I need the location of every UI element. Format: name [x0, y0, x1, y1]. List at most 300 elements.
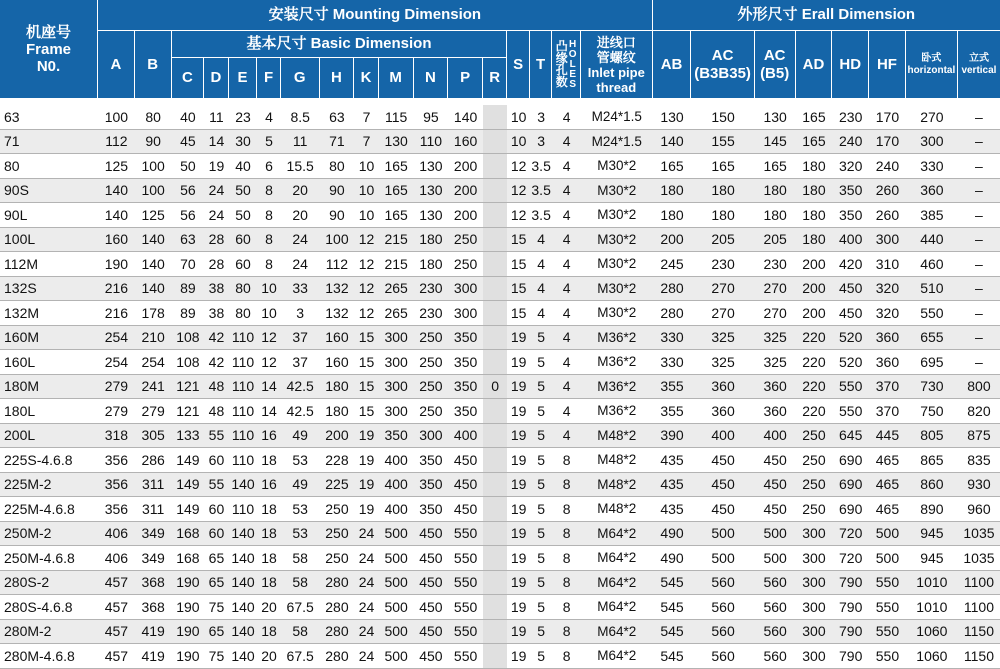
cell-hd: 790	[832, 644, 869, 669]
cell-ac1: 270	[691, 301, 754, 326]
cell-m: 265	[379, 301, 414, 326]
cell-p: 550	[448, 620, 483, 645]
cell-hf: 370	[869, 375, 906, 400]
col-r-header: R	[483, 58, 508, 99]
cell-d: 60	[204, 522, 229, 547]
cell-g: 24	[281, 252, 320, 277]
cell-hd: 790	[832, 571, 869, 596]
cell-h: 280	[320, 571, 355, 596]
cell-m: 265	[379, 277, 414, 302]
cell-a: 457	[98, 620, 135, 645]
table-row	[0, 595, 1000, 620]
cell-hf: 465	[869, 497, 906, 522]
cell-k: 19	[354, 473, 379, 498]
cell-m: 500	[379, 620, 414, 645]
cell-s: 10	[507, 105, 529, 130]
cell-ab: 545	[653, 644, 692, 669]
cell-holes: 8	[552, 571, 581, 596]
cell-hd: 350	[832, 179, 869, 204]
cell-ab: 140	[653, 130, 692, 155]
cell-holes: 8	[552, 522, 581, 547]
cell-frame: 100L	[0, 228, 98, 253]
cell-r	[483, 546, 508, 571]
cell-hf: 260	[869, 179, 906, 204]
cell-h: 112	[320, 252, 355, 277]
cell-s: 19	[507, 571, 529, 596]
cell-f: 20	[257, 644, 280, 669]
flange-holes-header: 凸 缘 孔 数 H O L E S	[552, 31, 581, 99]
cell-s: 10	[507, 130, 529, 155]
cell-t: 5	[530, 620, 552, 645]
cell-m: 165	[379, 179, 414, 204]
cell-ad: 220	[796, 375, 833, 400]
cell-thread: M36*2	[581, 375, 653, 400]
cell-p: 200	[448, 154, 483, 179]
cell-a: 112	[98, 130, 135, 155]
cell-g: 42.5	[281, 375, 320, 400]
cell-ac1: 450	[691, 497, 754, 522]
cell-f: 10	[257, 301, 280, 326]
cell-s: 19	[507, 546, 529, 571]
cell-k: 15	[354, 326, 379, 351]
cell-r	[483, 424, 508, 449]
col-hd-header: HD	[832, 31, 869, 99]
cell-n: 180	[414, 252, 449, 277]
cell-a: 356	[98, 497, 135, 522]
cell-thread: M48*2	[581, 473, 653, 498]
table-row	[0, 154, 1000, 179]
cell-ac1: 180	[691, 179, 754, 204]
cell-f: 18	[257, 620, 280, 645]
cell-vertical: 820	[958, 399, 1000, 424]
cell-h: 90	[320, 203, 355, 228]
cell-k: 15	[354, 399, 379, 424]
cell-holes: 4	[552, 350, 581, 375]
cell-ad: 250	[796, 497, 833, 522]
cell-ac2: 560	[755, 595, 796, 620]
cell-vertical: 960	[958, 497, 1000, 522]
cell-ad: 180	[796, 203, 833, 228]
cell-ab: 180	[653, 179, 692, 204]
cell-thread: M36*2	[581, 350, 653, 375]
table-row	[0, 424, 1000, 449]
cell-f: 12	[257, 326, 280, 351]
cell-ac1: 165	[691, 154, 754, 179]
cell-ac2: 360	[755, 399, 796, 424]
cell-g: 37	[281, 350, 320, 375]
cell-e: 23	[229, 105, 258, 130]
cell-holes: 4	[552, 399, 581, 424]
cell-r	[483, 399, 508, 424]
cell-horizontal: 805	[906, 424, 958, 449]
cell-f: 14	[257, 375, 280, 400]
cell-g: 67.5	[281, 644, 320, 669]
cell-h: 180	[320, 375, 355, 400]
cell-c: 149	[172, 448, 205, 473]
cell-c: 168	[172, 522, 205, 547]
cell-m: 165	[379, 203, 414, 228]
cell-h: 250	[320, 546, 355, 571]
cell-ab: 435	[653, 497, 692, 522]
cell-ac1: 400	[691, 424, 754, 449]
cell-g: 11	[281, 130, 320, 155]
cell-ac1: 230	[691, 252, 754, 277]
cell-e: 40	[229, 154, 258, 179]
cell-frame: 112M	[0, 252, 98, 277]
cell-n: 230	[414, 277, 449, 302]
cell-d: 55	[204, 424, 229, 449]
cell-c: 133	[172, 424, 205, 449]
cell-hf: 260	[869, 203, 906, 228]
cell-g: 53	[281, 448, 320, 473]
cell-ad: 300	[796, 595, 833, 620]
cell-r	[483, 644, 508, 669]
cell-f: 18	[257, 497, 280, 522]
cell-ac2: 500	[755, 546, 796, 571]
cell-m: 500	[379, 522, 414, 547]
cell-s: 15	[507, 301, 529, 326]
cell-c: 149	[172, 473, 205, 498]
cell-e: 140	[229, 644, 258, 669]
col-vertical-header: 立式 vertical	[958, 31, 1000, 99]
cell-ab: 355	[653, 399, 692, 424]
cell-b: 140	[135, 277, 172, 302]
cell-m: 300	[379, 399, 414, 424]
cell-e: 50	[229, 179, 258, 204]
cell-f: 18	[257, 546, 280, 571]
cell-k: 24	[354, 546, 379, 571]
cell-thread: M36*2	[581, 326, 653, 351]
cell-d: 60	[204, 448, 229, 473]
cell-horizontal: 385	[906, 203, 958, 228]
cell-m: 300	[379, 375, 414, 400]
cell-vertical: 1100	[958, 571, 1000, 596]
col-n-header: N	[414, 58, 449, 99]
cell-f: 20	[257, 595, 280, 620]
cell-ac1: 500	[691, 522, 754, 547]
cell-horizontal: 865	[906, 448, 958, 473]
cell-frame: 225M-4.6.8	[0, 497, 98, 522]
cell-frame: 280S-2	[0, 571, 98, 596]
cell-g: 20	[281, 203, 320, 228]
cell-vertical: –	[958, 350, 1000, 375]
cell-p: 550	[448, 546, 483, 571]
cell-f: 12	[257, 350, 280, 375]
cell-holes: 4	[552, 203, 581, 228]
cell-n: 130	[414, 179, 449, 204]
cell-t: 5	[530, 326, 552, 351]
cell-f: 10	[257, 277, 280, 302]
cell-d: 75	[204, 644, 229, 669]
cell-t: 4	[530, 301, 552, 326]
cell-horizontal: 440	[906, 228, 958, 253]
cell-h: 280	[320, 595, 355, 620]
cell-vertical: –	[958, 228, 1000, 253]
cell-n: 350	[414, 448, 449, 473]
cell-a: 100	[98, 105, 135, 130]
cell-ac2: 145	[755, 130, 796, 155]
cell-thread: M30*2	[581, 228, 653, 253]
cell-e: 110	[229, 497, 258, 522]
cell-t: 5	[530, 571, 552, 596]
cell-c: 121	[172, 399, 205, 424]
cell-g: 58	[281, 620, 320, 645]
table-row	[0, 203, 1000, 228]
cell-r: 0	[483, 375, 508, 400]
cell-b: 125	[135, 203, 172, 228]
cell-ac2: 450	[755, 448, 796, 473]
cell-b: 140	[135, 252, 172, 277]
cell-hf: 500	[869, 546, 906, 571]
cell-m: 165	[379, 154, 414, 179]
cell-e: 110	[229, 326, 258, 351]
cell-ac1: 560	[691, 620, 754, 645]
cell-p: 300	[448, 301, 483, 326]
cell-n: 450	[414, 620, 449, 645]
cell-ac2: 180	[755, 179, 796, 204]
cell-g: 8.5	[281, 105, 320, 130]
cell-k: 24	[354, 620, 379, 645]
cell-thread: M30*2	[581, 277, 653, 302]
cell-holes: 4	[552, 326, 581, 351]
cell-s: 19	[507, 522, 529, 547]
table-row	[0, 326, 1000, 351]
cell-ab: 390	[653, 424, 692, 449]
table-row	[0, 301, 1000, 326]
cell-horizontal: 550	[906, 301, 958, 326]
cell-ad: 220	[796, 399, 833, 424]
cell-c: 45	[172, 130, 205, 155]
cell-ac1: 450	[691, 448, 754, 473]
cell-e: 140	[229, 620, 258, 645]
cell-ac1: 360	[691, 399, 754, 424]
cell-ab: 280	[653, 277, 692, 302]
cell-h: 80	[320, 154, 355, 179]
cell-ab: 435	[653, 473, 692, 498]
cell-horizontal: 860	[906, 473, 958, 498]
cell-d: 48	[204, 399, 229, 424]
cell-vertical: –	[958, 154, 1000, 179]
cell-holes: 4	[552, 105, 581, 130]
col-hf-header: HF	[869, 31, 906, 99]
cell-hd: 790	[832, 620, 869, 645]
cell-h: 63	[320, 105, 355, 130]
cell-a: 356	[98, 473, 135, 498]
cell-holes: 4	[552, 301, 581, 326]
cell-ac2: 165	[755, 154, 796, 179]
cell-n: 250	[414, 350, 449, 375]
col-f-header: F	[257, 58, 280, 99]
cell-hd: 690	[832, 473, 869, 498]
cell-n: 130	[414, 203, 449, 228]
cell-g: 20	[281, 179, 320, 204]
cell-d: 65	[204, 546, 229, 571]
cell-ac2: 500	[755, 522, 796, 547]
cell-n: 450	[414, 546, 449, 571]
cell-g: 49	[281, 473, 320, 498]
cell-t: 5	[530, 522, 552, 547]
cell-hd: 690	[832, 448, 869, 473]
cell-f: 8	[257, 228, 280, 253]
table-row	[0, 546, 1000, 571]
cell-t: 5	[530, 448, 552, 473]
cell-ac2: 560	[755, 620, 796, 645]
cell-hd: 230	[832, 105, 869, 130]
table-row	[0, 130, 1000, 155]
cell-c: 40	[172, 105, 205, 130]
cell-p: 550	[448, 571, 483, 596]
cell-ad: 165	[796, 105, 833, 130]
cell-horizontal: 1060	[906, 620, 958, 645]
cell-hf: 310	[869, 252, 906, 277]
cell-k: 7	[354, 105, 379, 130]
cell-holes: 8	[552, 473, 581, 498]
cell-b: 90	[135, 130, 172, 155]
cell-p: 300	[448, 277, 483, 302]
cell-k: 24	[354, 571, 379, 596]
cell-n: 350	[414, 473, 449, 498]
cell-k: 7	[354, 130, 379, 155]
cell-b: 140	[135, 228, 172, 253]
cell-m: 300	[379, 326, 414, 351]
table-row	[0, 473, 1000, 498]
cell-c: 89	[172, 301, 205, 326]
cell-hf: 500	[869, 522, 906, 547]
cell-k: 12	[354, 277, 379, 302]
cell-hd: 450	[832, 277, 869, 302]
cell-k: 15	[354, 350, 379, 375]
cell-ac1: 560	[691, 595, 754, 620]
cell-a: 279	[98, 399, 135, 424]
cell-vertical: 930	[958, 473, 1000, 498]
table-row	[0, 571, 1000, 596]
cell-ad: 220	[796, 350, 833, 375]
cell-holes: 4	[552, 277, 581, 302]
cell-hf: 550	[869, 571, 906, 596]
cell-ad: 300	[796, 546, 833, 571]
cell-frame: 180L	[0, 399, 98, 424]
cell-vertical: 835	[958, 448, 1000, 473]
cell-b: 100	[135, 179, 172, 204]
cell-ac2: 450	[755, 473, 796, 498]
cell-horizontal: 510	[906, 277, 958, 302]
cell-s: 19	[507, 620, 529, 645]
cell-c: 70	[172, 252, 205, 277]
cell-ad: 180	[796, 228, 833, 253]
cell-n: 250	[414, 326, 449, 351]
frame-header: 机座号 Frame N0.	[0, 0, 98, 99]
cell-ac2: 230	[755, 252, 796, 277]
col-b-header: B	[135, 31, 172, 99]
cell-frame: 225S-4.6.8	[0, 448, 98, 473]
cell-t: 4	[530, 277, 552, 302]
cell-n: 450	[414, 522, 449, 547]
cell-hf: 240	[869, 154, 906, 179]
cell-c: 121	[172, 375, 205, 400]
cell-vertical: –	[958, 301, 1000, 326]
cell-horizontal: 890	[906, 497, 958, 522]
cell-e: 80	[229, 301, 258, 326]
cell-vertical: 1150	[958, 644, 1000, 669]
cell-p: 350	[448, 399, 483, 424]
cell-c: 108	[172, 326, 205, 351]
cell-t: 4	[530, 252, 552, 277]
cell-ac2: 130	[755, 105, 796, 130]
cell-holes: 8	[552, 644, 581, 669]
cell-hd: 450	[832, 301, 869, 326]
table-row	[0, 375, 1000, 400]
cell-ac1: 500	[691, 546, 754, 571]
cell-r	[483, 179, 508, 204]
cell-g: 53	[281, 497, 320, 522]
cell-d: 60	[204, 497, 229, 522]
col-horizontal-header: 卧式 horizontal	[906, 31, 958, 99]
cell-s: 19	[507, 595, 529, 620]
cell-g: 24	[281, 228, 320, 253]
cell-p: 450	[448, 473, 483, 498]
cell-frame: 90S	[0, 179, 98, 204]
cell-a: 457	[98, 644, 135, 669]
cell-b: 368	[135, 571, 172, 596]
cell-ab: 355	[653, 375, 692, 400]
col-s-header: S	[507, 31, 529, 99]
cell-k: 12	[354, 301, 379, 326]
cell-frame: 225M-2	[0, 473, 98, 498]
cell-hf: 550	[869, 644, 906, 669]
cell-a: 457	[98, 571, 135, 596]
cell-ad: 300	[796, 620, 833, 645]
cell-t: 5	[530, 399, 552, 424]
cell-frame: 63	[0, 105, 98, 130]
cell-a: 216	[98, 277, 135, 302]
cell-ac2: 205	[755, 228, 796, 253]
cell-vertical: –	[958, 105, 1000, 130]
cell-p: 200	[448, 179, 483, 204]
cell-horizontal: 750	[906, 399, 958, 424]
col-m-header: M	[379, 58, 414, 99]
cell-a: 190	[98, 252, 135, 277]
cell-ab: 245	[653, 252, 692, 277]
cell-horizontal: 1010	[906, 571, 958, 596]
cell-g: 53	[281, 522, 320, 547]
cell-a: 406	[98, 546, 135, 571]
cell-d: 14	[204, 130, 229, 155]
cell-thread: M64*2	[581, 546, 653, 571]
table-row	[0, 350, 1000, 375]
cell-f: 18	[257, 522, 280, 547]
cell-m: 115	[379, 105, 414, 130]
cell-holes: 4	[552, 375, 581, 400]
cell-m: 500	[379, 546, 414, 571]
cell-p: 250	[448, 228, 483, 253]
cell-e: 80	[229, 277, 258, 302]
cell-a: 140	[98, 179, 135, 204]
cell-hf: 300	[869, 228, 906, 253]
cell-b: 368	[135, 595, 172, 620]
cell-holes: 4	[552, 252, 581, 277]
table-row	[0, 228, 1000, 253]
cell-c: 108	[172, 350, 205, 375]
cell-ad: 300	[796, 522, 833, 547]
cell-thread: M48*2	[581, 424, 653, 449]
cell-f: 6	[257, 154, 280, 179]
cell-s: 15	[507, 228, 529, 253]
cell-m: 500	[379, 644, 414, 669]
cell-thread: M24*1.5	[581, 105, 653, 130]
cell-d: 42	[204, 326, 229, 351]
cell-horizontal: 1010	[906, 595, 958, 620]
cell-b: 210	[135, 326, 172, 351]
